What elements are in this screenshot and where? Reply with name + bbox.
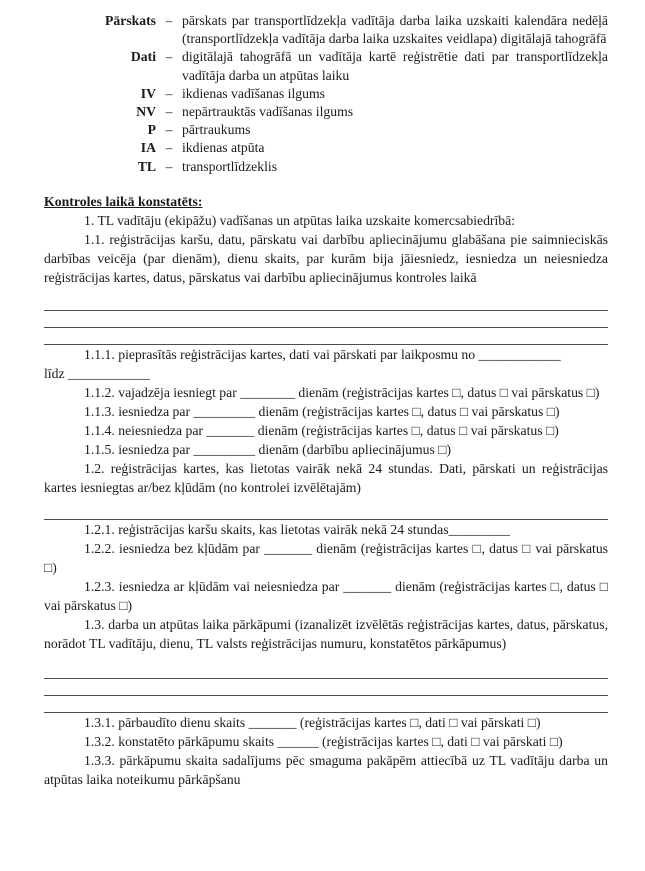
definition-term: P — [147, 122, 156, 138]
definition-text: ikdienas atpūta — [182, 140, 265, 156]
blank-write-line — [44, 311, 608, 328]
definition-term: NV — [136, 104, 156, 120]
definition-text: digitālajā tahogrāfā un vadītāja kartē reģistrētie dati par transportlīdzekļa vadītāja darba un atpūtas laiku — [182, 49, 608, 83]
definition-dash: – — [165, 140, 173, 156]
write-in-lines-1-1 — [44, 294, 608, 345]
paragraph-1-2-2: 1.2.2. iesniedza bez kļūdām par _______ dienām (reģistrācijas kartes □, datus □ vai pārskatus □) — [44, 540, 608, 575]
blank-write-line — [44, 696, 608, 713]
paragraph-1-1-5: 1.1.5. iesniedza par _________ dienām (darbību apliecinājumus □) — [84, 441, 452, 457]
definition-text: pārskats par transportlīdzekļa vadītāja darba laika uzskaiti kalendāra nedēļā (transportlīdzekļa vadītāja darba laika uzskaites veidlapa) digitālajā tahogrāfā — [182, 13, 608, 47]
definition-text: nepārtrauktās vadīšanas ilgums — [182, 104, 354, 120]
definition-term: Dati — [130, 49, 156, 65]
definition-dash: – — [165, 49, 173, 65]
blank-write-line — [44, 328, 608, 345]
definition-text: ikdienas vadīšanas ilgums — [182, 85, 325, 101]
definition-row-tl — [44, 158, 608, 176]
definition-term: IV — [140, 85, 156, 101]
paragraph-1-1-1-continuation: līdz ____________ — [44, 365, 151, 381]
write-in-lines-1-3 — [44, 662, 608, 713]
section-heading: Kontroles laikā konstatēts: — [44, 193, 203, 209]
definition-text: pārtraukums — [182, 122, 251, 138]
definition-row-ia — [44, 139, 608, 157]
blank-write-line — [44, 662, 608, 679]
definition-dash: – — [165, 122, 173, 138]
blank-write-line — [44, 506, 608, 520]
definition-dash: – — [165, 85, 173, 101]
blank-write-line — [44, 294, 608, 311]
definition-row-p — [44, 121, 608, 139]
definition-dash: – — [165, 13, 173, 28]
definition-row-iv — [44, 85, 608, 103]
write-in-lines-1-2 — [44, 506, 608, 520]
paragraph-1-1-2: 1.1.2. vajadzēja iesniegt par ________ dienām (reģistrācijas kartes □, datus □ vai pārskatus □) — [84, 384, 600, 400]
paragraph-1-1-1: 1.1.1. pieprasītās reģistrācijas kartes, dati vai pārskati par laikposmu no ____________ — [84, 346, 561, 362]
paragraph-1-2-3: 1.2.3. iesniedza ar kļūdām vai neiesniedza par _______ dienām (reģistrācijas kartes □, datus □ vai pārskatus □) — [44, 578, 608, 613]
paragraph-1-3: 1.3. darba un atpūtas laika pārkāpumi (izanalizēt izvēlētās reģistrācijas kartes, datus, pārskatus, norādot TL vadītāju, dienu, TL valsts reģistrācijas numuru, konstatētos pārkāpumus) — [44, 616, 608, 651]
paragraph-1-3-1: 1.3.1. pārbaudīto dienu skaits _______ (reģistrācijas kartes □, dati □ vai pārskati □) — [84, 714, 541, 730]
definition-term: Pārskats — [105, 13, 156, 28]
definition-row-parskats — [44, 12, 608, 48]
definitions-list — [44, 12, 608, 176]
definition-row-dati — [44, 48, 608, 84]
definition-term: IA — [140, 140, 156, 156]
definition-text: transportlīdzeklis — [182, 158, 278, 174]
definition-term: TL — [137, 158, 156, 174]
blank-write-line — [44, 679, 608, 696]
paragraph-1-2: 1.2. reģistrācijas kartes, kas lietotas vairāk nekā 24 stundas. Dati, pārskati un reģistrācijas kartes iesniegtas ar/bez kļūdām (no kontrolei izvēlētajām) — [44, 460, 608, 495]
paragraph-1-3-2: 1.3.2. konstatēto pārkāpumu skaits ______ (reģistrācijas kartes □, dati □ vai pārskati □) — [84, 733, 563, 749]
paragraph-1-2-1: 1.2.1. reģistrācijas karšu skaits, kas lietotas vairāk nekā 24 stundas_________ — [84, 521, 511, 537]
paragraph-1: 1. TL vadītāju (ekipāžu) vadīšanas un atpūtas laika uzskaite komercsabiedrībā: — [84, 212, 516, 228]
paragraph-1-1: 1.1. reģistrācijas karšu, datu, pārskatu vai darbību apliecinājumu glabāšana pie saimnieciskās darbības veicēja (par dienām), dienu skaits, par kurām bija jāiesniedz, iesniedza un neiesniedza reģistrācijas kartes, datus, pārskatus vai darbību apliecinājumus kontroles laikā — [44, 231, 608, 285]
paragraph-1-1-3: 1.1.3. iesniedza par _________ dienām (reģistrācijas kartes □, datus □ vai pārskatus □) — [84, 403, 560, 419]
definition-dash: – — [165, 104, 173, 120]
definition-row-nv — [44, 103, 608, 121]
paragraph-1-1-4: 1.1.4. neiesniedza par _______ dienām (reģistrācijas kartes □, datus □ vai pārskatus □) — [84, 422, 559, 438]
definition-dash: – — [165, 158, 173, 174]
paragraph-1-3-3: 1.3.3. pārkāpumu skaita sadalījums pēc smaguma pakāpēm attiecībā uz TL vadītāju darba un atpūtas laika noteikumu pārkāpšanu — [44, 752, 608, 787]
